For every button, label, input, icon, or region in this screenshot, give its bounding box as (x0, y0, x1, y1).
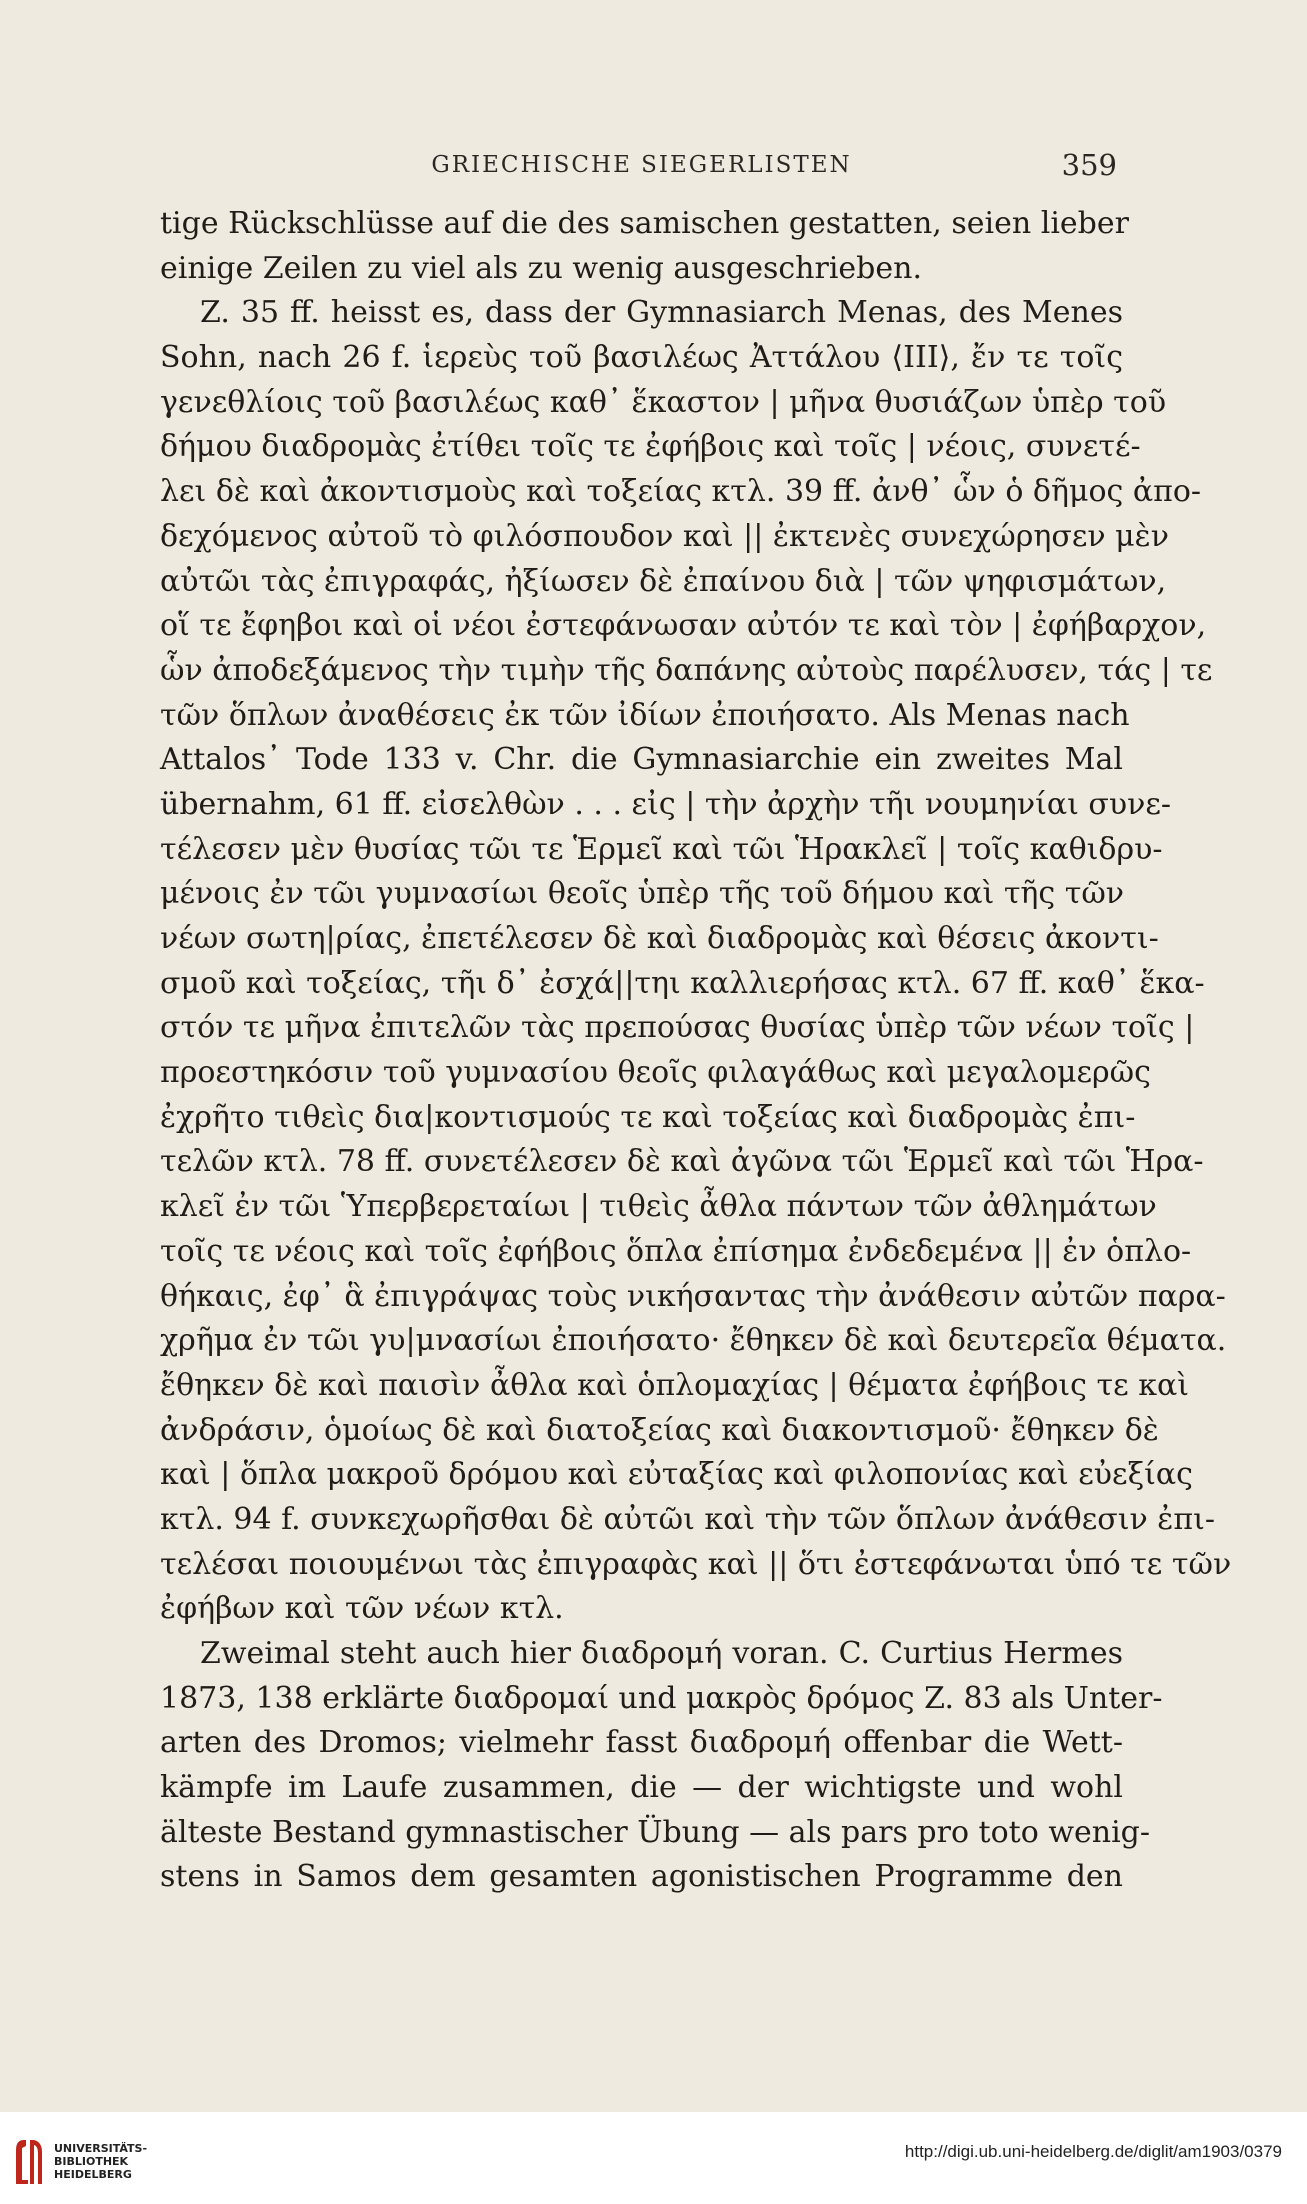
page-header (160, 148, 1123, 188)
library-logo[interactable] (12, 2134, 182, 2194)
text-line: λει δὲ καὶ ἀκοντισμοὺς καὶ τοξείας κτλ. 39 ff. ἀνθ᾽ ὧν ὁ δῆμος ἀπο- (160, 474, 1202, 510)
text-line: οἵ τε ἔφηβοι καὶ οἱ νέοι ἐστεφάνωσαν αὐτόν τε καὶ τὸν | ἐφήβαρχον, (160, 608, 1207, 644)
text-line: Attalos᾽ Tode 133 v. Chr. die Gymnasiarchie ein zweites Mal (160, 742, 1123, 778)
text-line: τέλεσεν μὲν θυσίας τῶι τε Ἑρμεῖ καὶ τῶι Ἡρακλεῖ | τοῖς καθιδρυ- (160, 831, 1163, 867)
text-line: τοῖς τε νέοις καὶ τοῖς ἐφήβοις ὅπλα ἐπίσημα ἐνδεδεμένα || ἐν ὁπλο- (160, 1233, 1192, 1269)
text-line: τῶν ὅπλων ἀναθέσεις ἐκ τῶν ἰδίων ἐποιήσατο. Als Menas nach (160, 697, 1130, 733)
text-line: ἐχρῆτο τιθεὶς δια|κοντισμούς τε καὶ τοξείας καὶ διαδρομὰς ἐπι- (160, 1099, 1136, 1135)
logo-line: UNIVERSITÄTS- (54, 2142, 148, 2155)
text-line: καὶ | ὅπλα μακροῦ δρόμου καὶ εὐταξίας καὶ φιλοπονίας καὶ εὐεξίας (160, 1457, 1193, 1493)
text-line: älteste Bestand gymnastischer Übung — als pars pro toto wenig- (160, 1814, 1151, 1850)
heidelberg-seal-icon (12, 2136, 48, 2188)
text-line: Z. 35 ff. heisst es, dass der Gymnasiarch Menas, des Menes (200, 295, 1123, 331)
viewer-footer (0, 2112, 1307, 2204)
text-line: σμοῦ καὶ τοξείας, τῆι δ᾽ ἐσχά||τηι καλλιερήσας κτλ. 67 ff. καθ᾽ ἕκα- (160, 965, 1205, 1001)
text-line: κλεῖ ἐν τῶι Ὑπερβερεταίωι | τιθεὶς ἆθλα πάντων τῶν ἀθλημάτων (160, 1189, 1157, 1225)
text-line: δήμου διαδρομὰς ἐτίθει τοῖς τε ἐφήβοις καὶ τοῖς | νέοις, συνετέ- (160, 429, 1141, 465)
text-line: ἀνδράσιν, ὁμοίως δὲ καὶ διατοξείας καὶ διακοντισμοῦ· ἔθηκεν δὲ (160, 1412, 1159, 1448)
text-line: arten des Dromos; vielmehr fasst διαδρομή offenbar die Wett- (160, 1725, 1123, 1761)
text-line: 1873, 138 erklärte διαδρομαί und μακρὸς δρόμος Z. 83 als Unter- (160, 1680, 1163, 1716)
text-line: Sohn, nach 26 f. ἱερεὺς τοῦ βασιλέως Ἀττάλου ⟨III⟩, ἔν τε τοῖς (160, 340, 1123, 376)
text-line: kämpfe im Laufe zusammen, die — der wichtigste und wohl (160, 1770, 1123, 1806)
text-line: Zweimal steht auch hier διαδρομή voran. C. Curtius Hermes (200, 1636, 1123, 1671)
permalink-url[interactable]: http://digi.ub.uni-heidelberg.de/diglit/am1903/0379 (904, 2142, 1282, 2161)
text-line: tige Rückschlüsse auf die des samischen gestatten, seien lieber (160, 206, 1129, 241)
text-line: μένοις ἐν τῶι γυμνασίωι θεοῖς ὑπὲρ τῆς τοῦ δήμου καὶ τῆς τῶν (160, 876, 1125, 912)
text-line: προεστηκόσιν τοῦ γυμνασίου θεοῖς φιλαγάθως καὶ μεγαλομερῶς (160, 1055, 1151, 1091)
text-line: στόν τε μῆνα ἐπιτελῶν τὰς πρεπούσας θυσίας ὑπὲρ τῶν νέων τοῖς | (160, 1010, 1195, 1046)
text-line: θήκαις, ἐφ᾽ ἃ ἐπιγράψας τοὺς νικήσαντας τὴν ἀνάθεσιν αὐτῶν παρα- (160, 1278, 1226, 1314)
page-number: 359 (1061, 148, 1117, 182)
text-line: τελέσαι ποιουμένωι τὰς ἐπιγραφὰς καὶ || ὅτι ἐστεφάνωται ὑπό τε τῶν (160, 1546, 1232, 1582)
text-line: stens in Samos dem gesamten agonistischen Programme den (160, 1859, 1123, 1895)
text-line: einige Zeilen zu viel als zu wenig ausgeschrieben. (160, 250, 922, 286)
text-line: δεχόμενος αὐτοῦ τὸ φιλόσπουδον καὶ || ἐκτενὲς συνεχώρησεν μὲν (160, 518, 1169, 554)
text-line: ὧν ἀποδεξάμενος τὴν τιμὴν τῆς δαπάνης αὐτοὺς παρέλυσεν, τάς | τε (160, 652, 1213, 688)
text-line: νέων σωτη|ρίας, ἐπετέλεσεν δὲ καὶ διαδρομὰς καὶ θέσεις ἀκοντι- (160, 921, 1159, 956)
library-name (54, 2142, 147, 2181)
logo-line: BIBLIOTHEK (54, 2155, 129, 2168)
body-text (160, 202, 1232, 1900)
logo-line: HEIDELBERG (54, 2168, 132, 2181)
text-line: κτλ. 94 f. συνκεχωρῆσθαι δὲ αὐτῶι καὶ τὴν τῶν ὅπλων ἀνάθεσιν ἐπι- (160, 1501, 1215, 1537)
text-line: γενεθλίοις τοῦ βασιλέως καθ᾽ ἕκαστον | μῆνα θυσιάζων ὑπὲρ τοῦ (160, 384, 1167, 420)
text-line: χρῆμα ἐν τῶι γυ|μνασίωι ἐποιήσατο· ἔθηκεν δὲ καὶ δευτερεῖα θέματα. (160, 1323, 1227, 1359)
text-line: τελῶν κτλ. 78 ff. συνετέλεσεν δὲ καὶ ἀγῶνα τῶι Ἑρμεῖ καὶ τῶι Ἡρα- (160, 1144, 1204, 1180)
text-line: ἔθηκεν δὲ καὶ παισὶν ἆθλα καὶ ὁπλομαχίας | θέματα ἐφήβοις τε καὶ (160, 1367, 1189, 1403)
running-title: GRIECHISCHE SIEGERLISTEN (431, 152, 852, 178)
text-line: übernahm, 61 ff. εἰσελθὼν . . . εἰς | τὴν ἀρχὴν τῆι νουμηνίαι συνε- (160, 786, 1172, 822)
text-line: αὐτῶι τὰς ἐπιγραφάς, ἠξίωσεν δὲ ἐπαίνου διὰ | τῶν ψηφισμάτων, (160, 563, 1167, 599)
text-line: ἐφήβων καὶ τῶν νέων κτλ. (160, 1591, 564, 1627)
